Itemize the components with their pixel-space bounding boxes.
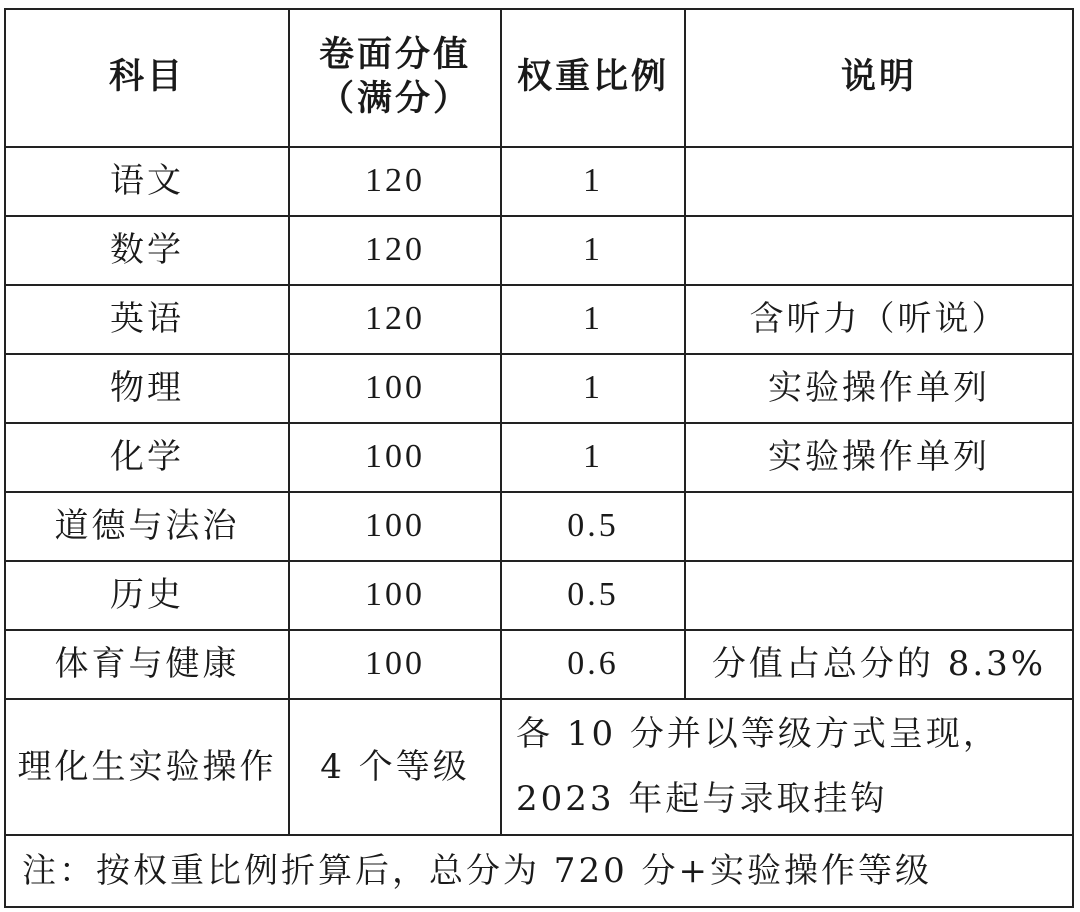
- cell-note: 实验操作单列: [685, 354, 1073, 423]
- cell-subject: 道德与法治: [5, 492, 289, 561]
- header-full-score-line2: （满分）: [318, 79, 471, 119]
- cell-subject: 物理: [5, 354, 289, 423]
- cell-score: 100: [289, 630, 501, 699]
- cell-weight: 1: [501, 147, 685, 216]
- cell-score: 100: [289, 354, 501, 423]
- table-row: [5, 354, 1073, 423]
- cell-score: 120: [289, 285, 501, 354]
- cell-subject: 数学: [5, 216, 289, 285]
- cell-subject: 理化生实验操作: [5, 699, 289, 835]
- cell-note: 各 10 分并以等级方式呈现，2023 年起与录取挂钩: [501, 699, 1073, 835]
- table-row: [5, 285, 1073, 354]
- cell-note: [685, 147, 1073, 216]
- cell-score: 100: [289, 492, 501, 561]
- cell-note: 实验操作单列: [685, 423, 1073, 492]
- footnote: 注：按权重比例折算后，总分为 720 分+实验操作等级: [5, 835, 1073, 907]
- cell-subject: 语文: [5, 147, 289, 216]
- header-row: [5, 9, 1073, 147]
- table-row: [5, 630, 1073, 699]
- cell-weight: 1: [501, 423, 685, 492]
- cell-score: 120: [289, 147, 501, 216]
- table-row: [5, 423, 1073, 492]
- header-weight: 权重比例: [501, 9, 685, 147]
- cell-score: 100: [289, 561, 501, 630]
- cell-weight: 0.5: [501, 561, 685, 630]
- footnote-row: [5, 835, 1073, 907]
- header-full-score: [289, 9, 501, 147]
- table-row: [5, 147, 1073, 216]
- cell-weight: 0.5: [501, 492, 685, 561]
- cell-subject: 历史: [5, 561, 289, 630]
- cell-subject: 化学: [5, 423, 289, 492]
- header-notes: 说明: [685, 9, 1073, 147]
- score-weight-table: [4, 8, 1074, 908]
- cell-weight: 0.6: [501, 630, 685, 699]
- cell-score: 4 个等级: [289, 699, 501, 835]
- cell-note: 分值占总分的 8.3%: [685, 630, 1073, 699]
- cell-subject: 体育与健康: [5, 630, 289, 699]
- cell-note: [685, 492, 1073, 561]
- cell-note: 含听力（听说）: [685, 285, 1073, 354]
- cell-score: 120: [289, 216, 501, 285]
- cell-note: [685, 561, 1073, 630]
- header-subject: 科目: [5, 9, 289, 147]
- table-row: [5, 492, 1073, 561]
- table-row: [5, 216, 1073, 285]
- cell-weight: 1: [501, 285, 685, 354]
- cell-subject: 英语: [5, 285, 289, 354]
- cell-weight: 1: [501, 354, 685, 423]
- header-full-score-line1: 卷面分值: [318, 35, 471, 76]
- table-row: [5, 561, 1073, 630]
- cell-weight: 1: [501, 216, 685, 285]
- lab-operation-row: [5, 699, 1073, 835]
- cell-score: 100: [289, 423, 501, 492]
- cell-note: [685, 216, 1073, 285]
